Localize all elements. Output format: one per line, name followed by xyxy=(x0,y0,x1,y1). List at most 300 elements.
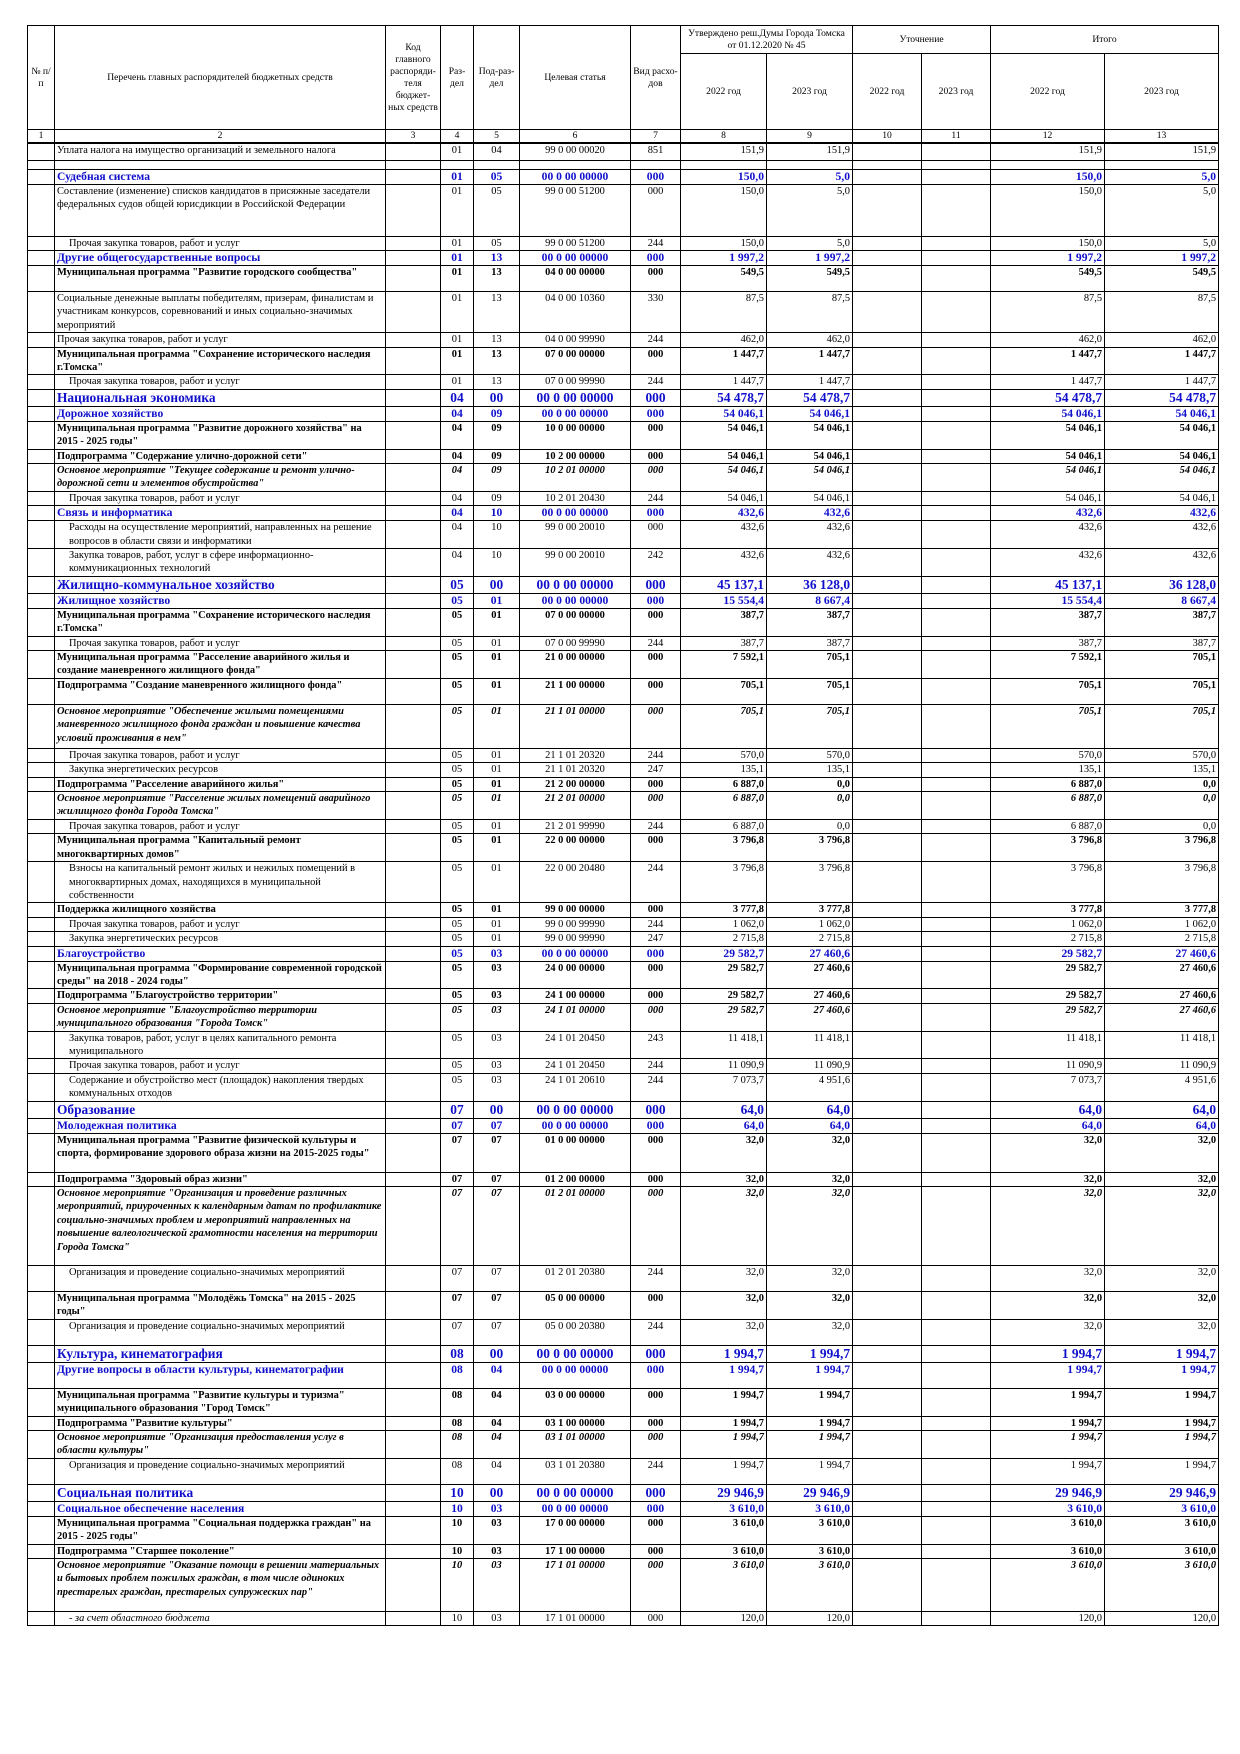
cell-clarify-2023 xyxy=(922,917,991,931)
cell-no xyxy=(28,1073,55,1101)
cell-no xyxy=(28,1544,55,1558)
cell-vid: 000 xyxy=(631,576,681,593)
cell-code xyxy=(386,250,441,265)
cell-approved-2023: 570,0 xyxy=(767,748,853,762)
cell-total-2022: 87,5 xyxy=(991,291,1105,332)
cell-podrazdel: 01 xyxy=(474,748,520,762)
cell-total-2022: 7 073,7 xyxy=(991,1073,1105,1101)
cell-total-2022: 432,6 xyxy=(991,521,1105,549)
cell-article: 05 0 00 00000 xyxy=(520,1292,631,1320)
cell-total-2023: 3 610,0 xyxy=(1105,1516,1219,1544)
cell-approved-2023: 11 090,9 xyxy=(767,1059,853,1073)
cell-name: Закупка энергетических ресурсов xyxy=(55,763,386,777)
cell-approved-2022: 54 046,1 xyxy=(681,491,767,505)
cell-approved-2022: 1 994,7 xyxy=(681,1458,767,1484)
cell-podrazdel: 01 xyxy=(474,862,520,903)
cell-vid: 000 xyxy=(631,389,681,406)
cell-clarify-2022 xyxy=(853,1612,922,1626)
table-row xyxy=(28,651,1219,679)
cell-clarify-2022 xyxy=(853,421,922,449)
cell-name: Муниципальная программа "Сохранение исторического наследия г.Томска" xyxy=(55,347,386,375)
cell-code xyxy=(386,1187,441,1266)
cell-total-2022: 54 478,7 xyxy=(991,389,1105,406)
cell-article: 04 0 00 10360 xyxy=(520,291,631,332)
cell-razdel: 05 xyxy=(441,819,474,833)
cell-total-2022: 150,0 xyxy=(991,184,1105,236)
cell-podrazdel: 00 xyxy=(474,1345,520,1362)
cell-approved-2023: 549,5 xyxy=(767,265,853,291)
cell-razdel: 05 xyxy=(441,608,474,636)
cell-no xyxy=(28,521,55,549)
cell-podrazdel: 00 xyxy=(474,389,520,406)
cell-approved-2023: 462,0 xyxy=(767,333,853,347)
cell-no xyxy=(28,1266,55,1292)
cell-approved-2023: 54 046,1 xyxy=(767,406,853,421)
cell-total-2022: 1 447,7 xyxy=(991,375,1105,389)
cell-total-2023: 135,1 xyxy=(1105,763,1219,777)
cell-article: 00 0 00 00000 xyxy=(520,1362,631,1388)
cell-razdel: 05 xyxy=(441,636,474,650)
cell-clarify-2023 xyxy=(922,169,991,184)
cell-total-2022: 6 887,0 xyxy=(991,819,1105,833)
cell-podrazdel: 09 xyxy=(474,406,520,421)
cell-razdel: 01 xyxy=(441,333,474,347)
cell-total-2023: 27 460,6 xyxy=(1105,946,1219,961)
cell-vid: 000 xyxy=(631,1172,681,1186)
cell-name: Поддержка жилищного хозяйства xyxy=(55,903,386,917)
table-row xyxy=(28,1319,1219,1345)
col-header-article: Целевая статья xyxy=(520,26,631,130)
cell-clarify-2022 xyxy=(853,777,922,791)
cell-total-2022: 11 418,1 xyxy=(991,1031,1105,1059)
cell-article: 05 0 00 20380 xyxy=(520,1319,631,1345)
cell-razdel: 05 xyxy=(441,748,474,762)
cell-clarify-2022 xyxy=(853,1501,922,1516)
cell-article: 00 0 00 00000 xyxy=(520,1484,631,1501)
cell-no xyxy=(28,593,55,608)
cell-no xyxy=(28,961,55,989)
cell-article: 01 2 01 20380 xyxy=(520,1266,631,1292)
cell-podrazdel: 04 xyxy=(474,1416,520,1430)
cell-no xyxy=(28,347,55,375)
cell-article: 10 2 00 00000 xyxy=(520,449,631,463)
cell-vid: 000 xyxy=(631,704,681,748)
cell-no xyxy=(28,1031,55,1059)
table-row xyxy=(28,1559,1219,1612)
cell-code xyxy=(386,636,441,650)
cell-name: Другие вопросы в области культуры, кинематографии xyxy=(55,1362,386,1388)
table-row xyxy=(28,521,1219,549)
cell-total-2023: 3 610,0 xyxy=(1105,1544,1219,1558)
cell-total-2022: 29 582,7 xyxy=(991,946,1105,961)
cell-clarify-2022 xyxy=(853,1544,922,1558)
cell-code xyxy=(386,333,441,347)
cell-vid: 000 xyxy=(631,989,681,1003)
cell-clarify-2022 xyxy=(853,236,922,250)
cell-clarify-2022 xyxy=(853,961,922,989)
cell-article: 99 0 00 99990 xyxy=(520,932,631,946)
cell-podrazdel: 13 xyxy=(474,265,520,291)
cell-code xyxy=(386,143,441,160)
cell-code xyxy=(386,184,441,236)
cell-no xyxy=(28,265,55,291)
cell-total-2022: 32,0 xyxy=(991,1172,1105,1186)
cell-total-2023: 11 090,9 xyxy=(1105,1059,1219,1073)
cell-article: 21 1 01 20320 xyxy=(520,763,631,777)
cell-razdel: 05 xyxy=(441,1059,474,1073)
cell-vid: 000 xyxy=(631,1544,681,1558)
cell-razdel: 08 xyxy=(441,1431,474,1459)
cell-clarify-2022 xyxy=(853,184,922,236)
cell-code xyxy=(386,291,441,332)
table-row xyxy=(28,1059,1219,1073)
cell-clarify-2023 xyxy=(922,1484,991,1501)
table-row xyxy=(28,347,1219,375)
cell-vid: 244 xyxy=(631,1059,681,1073)
cell-approved-2022: 705,1 xyxy=(681,704,767,748)
cell-name: Культура, кинематография xyxy=(55,1345,386,1362)
cell-article: 99 0 00 20010 xyxy=(520,549,631,577)
cell-name: Благоустройство xyxy=(55,946,386,961)
cell-no xyxy=(28,651,55,679)
cell-podrazdel: 03 xyxy=(474,946,520,961)
cell-vid: 000 xyxy=(631,1431,681,1459)
cell-clarify-2022 xyxy=(853,1431,922,1459)
table-row xyxy=(28,1031,1219,1059)
cell-total-2022: 3 610,0 xyxy=(991,1559,1105,1612)
cell-razdel: 10 xyxy=(441,1501,474,1516)
cell-name: Подпрограмма "Благоустройство территории" xyxy=(55,989,386,1003)
cell-total-2023: 5,0 xyxy=(1105,236,1219,250)
cell-name: Уплата налога на имущество организаций и земельного налога xyxy=(55,143,386,160)
cell-name: Подпрограмма "Создание маневренного жилищного фонда" xyxy=(55,678,386,704)
cell-podrazdel: 09 xyxy=(474,463,520,491)
table-row xyxy=(28,250,1219,265)
cell-name: Основное мероприятие "Текущее содержание и ремонт улично-дорожной сети и элементов обустройства" xyxy=(55,463,386,491)
table-row xyxy=(28,1544,1219,1558)
cell-no xyxy=(28,1187,55,1266)
cell-podrazdel: 09 xyxy=(474,449,520,463)
table-row xyxy=(28,1416,1219,1430)
table-row xyxy=(28,1345,1219,1362)
cell-approved-2022: 151,9 xyxy=(681,143,767,160)
cell-code xyxy=(386,961,441,989)
cell-article: 24 1 01 20450 xyxy=(520,1031,631,1059)
cell-vid: 000 xyxy=(631,1516,681,1544)
cell-razdel: 07 xyxy=(441,1133,474,1172)
cell-total-2023: 32,0 xyxy=(1105,1172,1219,1186)
year-header: 2022 год xyxy=(991,54,1105,130)
cell-podrazdel: 01 xyxy=(474,608,520,636)
cell-approved-2022: 6 887,0 xyxy=(681,819,767,833)
cell-code xyxy=(386,651,441,679)
cell-clarify-2022 xyxy=(853,291,922,332)
cell-total-2022: 705,1 xyxy=(991,704,1105,748)
cell-article: 21 2 00 00000 xyxy=(520,777,631,791)
cell-approved-2022: 64,0 xyxy=(681,1118,767,1133)
cell-name: Прочая закупка товаров, работ и услуг xyxy=(55,236,386,250)
cell-total-2022: 32,0 xyxy=(991,1266,1105,1292)
cell-code xyxy=(386,989,441,1003)
cell-clarify-2023 xyxy=(922,1101,991,1118)
cell-total-2022: 45 137,1 xyxy=(991,576,1105,593)
cell-approved-2023: 387,7 xyxy=(767,636,853,650)
cell-total-2023: 120,0 xyxy=(1105,1612,1219,1626)
cell-no xyxy=(28,375,55,389)
cell-name: Подпрограмма "Старшее поколение" xyxy=(55,1544,386,1558)
cell-razdel: 05 xyxy=(441,834,474,862)
cell-total-2023: 8 667,4 xyxy=(1105,593,1219,608)
cell-clarify-2022 xyxy=(853,763,922,777)
cell-podrazdel: 01 xyxy=(474,834,520,862)
budget-table xyxy=(27,25,1219,1626)
cell-article: 24 1 01 20610 xyxy=(520,1073,631,1101)
cell-approved-2023: 120,0 xyxy=(767,1612,853,1626)
cell-name: Социальное обеспечение населения xyxy=(55,1501,386,1516)
cell-total-2022: 32,0 xyxy=(991,1319,1105,1345)
cell-name: Муниципальная программа "Сохранение исторического наследия г.Томска" xyxy=(55,608,386,636)
cell-approved-2022: 570,0 xyxy=(681,748,767,762)
cell-name: Основное мероприятие "Расселение жилых помещений аварийного жилищного фонда Города Томска" xyxy=(55,792,386,820)
cell-approved-2023: 1 994,7 xyxy=(767,1416,853,1430)
cell-approved-2022: 29 582,7 xyxy=(681,1003,767,1031)
cell-total-2022: 6 887,0 xyxy=(991,792,1105,820)
cell-article: 03 1 00 00000 xyxy=(520,1416,631,1430)
cell-total-2023: 432,6 xyxy=(1105,521,1219,549)
cell-vid: 000 xyxy=(631,834,681,862)
column-number: 8 xyxy=(681,130,767,144)
cell-approved-2022: 3 610,0 xyxy=(681,1501,767,1516)
cell-no xyxy=(28,1118,55,1133)
cell-razdel: 01 xyxy=(441,236,474,250)
cell-approved-2023: 8 667,4 xyxy=(767,593,853,608)
cell-no xyxy=(28,819,55,833)
column-number: 11 xyxy=(922,130,991,144)
cell-clarify-2023 xyxy=(922,777,991,791)
table-row xyxy=(28,236,1219,250)
cell-clarify-2023 xyxy=(922,333,991,347)
cell-article: 10 2 01 00000 xyxy=(520,463,631,491)
cell-razdel: 05 xyxy=(441,917,474,931)
cell-clarify-2022 xyxy=(853,265,922,291)
cell-clarify-2022 xyxy=(853,1101,922,1118)
column-number: 6 xyxy=(520,130,631,144)
cell-total-2022: 549,5 xyxy=(991,265,1105,291)
cell-no xyxy=(28,1416,55,1430)
cell-total-2022: 3 610,0 xyxy=(991,1516,1105,1544)
cell-clarify-2023 xyxy=(922,1187,991,1266)
cell-total-2023: 87,5 xyxy=(1105,291,1219,332)
cell-code xyxy=(386,236,441,250)
spacer-cell xyxy=(767,160,853,169)
cell-article: 10 2 01 20430 xyxy=(520,491,631,505)
cell-vid: 000 xyxy=(631,1416,681,1430)
cell-clarify-2022 xyxy=(853,333,922,347)
cell-approved-2022: 1 994,7 xyxy=(681,1388,767,1416)
cell-name: Социальные денежные выплаты победителям, призерам, финалистам и участникам конкурсов, соревнований и иных социально-значимых мероприятий xyxy=(55,291,386,332)
cell-code xyxy=(386,389,441,406)
cell-vid: 243 xyxy=(631,1031,681,1059)
cell-total-2023: 64,0 xyxy=(1105,1101,1219,1118)
cell-code xyxy=(386,834,441,862)
cell-vid: 000 xyxy=(631,1133,681,1172)
cell-clarify-2022 xyxy=(853,1003,922,1031)
cell-clarify-2023 xyxy=(922,1458,991,1484)
cell-vid: 000 xyxy=(631,1345,681,1362)
cell-podrazdel: 05 xyxy=(474,236,520,250)
cell-approved-2023: 432,6 xyxy=(767,549,853,577)
cell-no xyxy=(28,1133,55,1172)
table-row xyxy=(28,1431,1219,1459)
cell-razdel: 07 xyxy=(441,1172,474,1186)
cell-article: 00 0 00 00000 xyxy=(520,946,631,961)
cell-approved-2023: 32,0 xyxy=(767,1292,853,1320)
cell-podrazdel: 03 xyxy=(474,1516,520,1544)
table-row xyxy=(28,946,1219,961)
cell-article: 00 0 00 00000 xyxy=(520,389,631,406)
table-row xyxy=(28,1133,1219,1172)
table-row xyxy=(28,1003,1219,1031)
cell-razdel: 04 xyxy=(441,389,474,406)
cell-article: 99 0 00 99990 xyxy=(520,917,631,931)
cell-name: - за счет областного бюджета xyxy=(55,1612,386,1626)
cell-no xyxy=(28,506,55,521)
cell-vid: 244 xyxy=(631,491,681,505)
cell-clarify-2023 xyxy=(922,389,991,406)
cell-total-2022: 387,7 xyxy=(991,636,1105,650)
cell-code xyxy=(386,1612,441,1626)
spacer-cell xyxy=(55,160,386,169)
cell-code xyxy=(386,1458,441,1484)
cell-vid: 000 xyxy=(631,961,681,989)
cell-vid: 000 xyxy=(631,521,681,549)
cell-vid: 000 xyxy=(631,265,681,291)
cell-name: Связь и информатика xyxy=(55,506,386,521)
budget-sheet xyxy=(27,25,1218,1626)
cell-clarify-2023 xyxy=(922,265,991,291)
cell-article: 00 0 00 00000 xyxy=(520,1101,631,1118)
cell-razdel: 05 xyxy=(441,932,474,946)
cell-clarify-2023 xyxy=(922,406,991,421)
cell-clarify-2022 xyxy=(853,1345,922,1362)
cell-code xyxy=(386,1266,441,1292)
cell-code xyxy=(386,1073,441,1101)
cell-no xyxy=(28,903,55,917)
cell-no xyxy=(28,1612,55,1626)
cell-name: Основное мероприятие "Обеспечение жилыми помещениями маневренного жилищного фонда граждан и повышение качества условий проживания в нем" xyxy=(55,704,386,748)
table-row xyxy=(28,463,1219,491)
cell-approved-2023: 54 046,1 xyxy=(767,463,853,491)
cell-vid: 000 xyxy=(631,1388,681,1416)
group-header-approved: Утверждено реш.Думы Города Томска от 01.12.2020 № 45 xyxy=(681,26,853,54)
cell-approved-2023: 5,0 xyxy=(767,169,853,184)
cell-razdel: 10 xyxy=(441,1544,474,1558)
cell-podrazdel: 10 xyxy=(474,521,520,549)
cell-razdel: 01 xyxy=(441,184,474,236)
cell-no xyxy=(28,1501,55,1516)
spacer-cell xyxy=(1105,160,1219,169)
cell-approved-2023: 705,1 xyxy=(767,651,853,679)
cell-code xyxy=(386,917,441,931)
column-number: 1 xyxy=(28,130,55,144)
cell-clarify-2022 xyxy=(853,932,922,946)
cell-article: 03 0 00 00000 xyxy=(520,1388,631,1416)
cell-vid: 000 xyxy=(631,506,681,521)
cell-podrazdel: 07 xyxy=(474,1172,520,1186)
cell-name: Муниципальная программа "Капитальный ремонт многоквартирных домов" xyxy=(55,834,386,862)
cell-no xyxy=(28,421,55,449)
cell-code xyxy=(386,903,441,917)
cell-podrazdel: 03 xyxy=(474,1073,520,1101)
cell-approved-2023: 1 062,0 xyxy=(767,917,853,931)
cell-clarify-2023 xyxy=(922,491,991,505)
cell-clarify-2022 xyxy=(853,704,922,748)
cell-total-2022: 1 994,7 xyxy=(991,1416,1105,1430)
cell-clarify-2022 xyxy=(853,678,922,704)
cell-podrazdel: 01 xyxy=(474,777,520,791)
cell-podrazdel: 03 xyxy=(474,989,520,1003)
cell-clarify-2023 xyxy=(922,449,991,463)
cell-podrazdel: 03 xyxy=(474,1544,520,1558)
cell-clarify-2022 xyxy=(853,1416,922,1430)
cell-article: 21 1 00 00000 xyxy=(520,678,631,704)
table-row xyxy=(28,1484,1219,1501)
cell-no xyxy=(28,678,55,704)
cell-name: Прочая закупка товаров, работ и услуг xyxy=(55,491,386,505)
cell-code xyxy=(386,1362,441,1388)
cell-code xyxy=(386,506,441,521)
table-row xyxy=(28,1266,1219,1292)
cell-code xyxy=(386,862,441,903)
cell-clarify-2023 xyxy=(922,1544,991,1558)
cell-vid: 000 xyxy=(631,250,681,265)
cell-razdel: 05 xyxy=(441,946,474,961)
cell-clarify-2023 xyxy=(922,1431,991,1459)
cell-vid: 000 xyxy=(631,169,681,184)
cell-podrazdel: 01 xyxy=(474,903,520,917)
cell-article: 07 0 00 00000 xyxy=(520,347,631,375)
cell-name: Организация и проведение социально-значимых мероприятий xyxy=(55,1458,386,1484)
cell-podrazdel: 03 xyxy=(474,1501,520,1516)
cell-total-2022: 1 062,0 xyxy=(991,917,1105,931)
cell-approved-2022: 1 447,7 xyxy=(681,375,767,389)
cell-article: 00 0 00 00000 xyxy=(520,169,631,184)
cell-podrazdel: 00 xyxy=(474,1101,520,1118)
cell-clarify-2023 xyxy=(922,946,991,961)
table-row xyxy=(28,549,1219,577)
cell-razdel: 05 xyxy=(441,651,474,679)
cell-razdel: 04 xyxy=(441,506,474,521)
cell-approved-2023: 5,0 xyxy=(767,236,853,250)
cell-no xyxy=(28,1172,55,1186)
cell-name: Дорожное хозяйство xyxy=(55,406,386,421)
cell-clarify-2023 xyxy=(922,748,991,762)
cell-razdel: 07 xyxy=(441,1118,474,1133)
cell-article: 99 0 00 51200 xyxy=(520,184,631,236)
cell-article: 00 0 00 00000 xyxy=(520,406,631,421)
cell-razdel: 05 xyxy=(441,1073,474,1101)
cell-total-2022: 54 046,1 xyxy=(991,463,1105,491)
cell-article: 00 0 00 00000 xyxy=(520,1501,631,1516)
cell-podrazdel: 04 xyxy=(474,1388,520,1416)
cell-clarify-2023 xyxy=(922,1292,991,1320)
cell-no xyxy=(28,1101,55,1118)
cell-approved-2022: 54 478,7 xyxy=(681,389,767,406)
cell-name: Подпрограмма "Содержание улично-дорожной сети" xyxy=(55,449,386,463)
cell-article: 24 1 01 00000 xyxy=(520,1003,631,1031)
cell-name: Закупка товаров, работ, услуг в целях капитального ремонта муниципального xyxy=(55,1031,386,1059)
cell-podrazdel: 01 xyxy=(474,593,520,608)
